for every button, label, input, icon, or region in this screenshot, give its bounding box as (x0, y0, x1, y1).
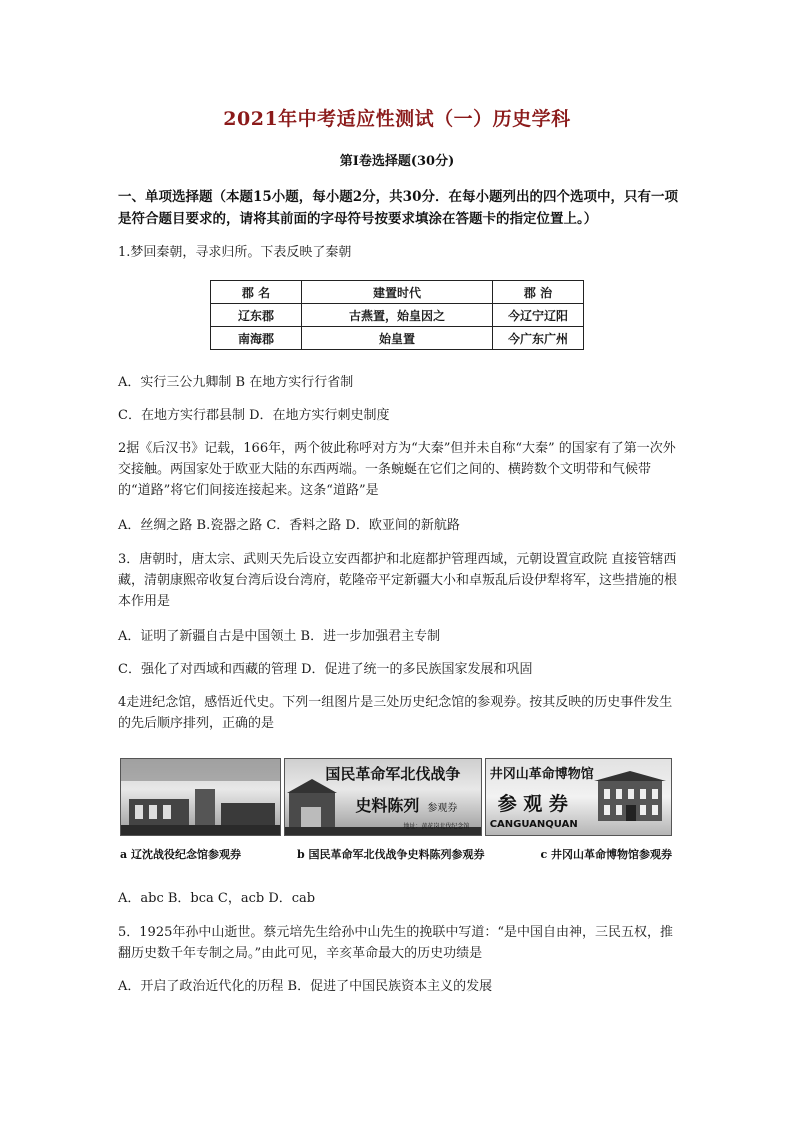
section-subtitle: 第Ⅰ卷选择题(30分) (339, 154, 455, 169)
ticket-a-caption: a 辽沈战役纪念馆参观券 (120, 848, 241, 861)
table-cell: 今广东广州 (493, 327, 584, 350)
exam-title: 2021年中考适应性测试（一）历史学科 (223, 108, 571, 130)
question-1-stem: 1.梦回秦朝，寻求归所。下表反映了秦朝 (118, 245, 352, 260)
ticket-captions (120, 846, 672, 862)
question-2-stem: 2据《后汉书》记载，166年，两个彼此称呼对方为“大秦”但并未自称“大秦” 的国家有了第一次外交接触。两国家处于欧亚大陆的东西两端。一条蜿蜒在它们之间的、横跨数个文明带和气候带的“道路”将它们间接连接起来。这条“道路”是 (118, 441, 676, 498)
question-5-stem: 5．1925年孙中山逝世。蔡元培先生给孙中山先生的挽联中写道：“是中国自由神，三民五权，推翻历史数千年专制之局。”由此可见，辛亥革命最大的历史功绩是 (118, 925, 674, 961)
ticket-a-image (120, 758, 281, 836)
question-3-options-ab: A．证明了新疆自古是中国领土 B．进一步加强君主专制 (118, 629, 441, 644)
section-instructions: 一、单项选择题（本题15小题，每小题2分，共30分．在每小题列出的四个选项中，只有一项是符合题目要求的，请将其前面的字母符号按要求填涂在答题卡的指定位置上。） (118, 189, 678, 227)
question-1-options-cd: C．在地方实行郡县制 D．在地方实行刺史制度 (118, 408, 390, 423)
question-3-options-cd: C．强化了对西域和西藏的管理 D．促进了统一的多民族国家发展和巩固 (118, 662, 533, 677)
table-cell: 辽东郡 (211, 304, 302, 327)
table-cell: 今辽宁辽阳 (493, 304, 584, 327)
ticket-b-tag: 参观券 (427, 803, 458, 814)
question-1-table (210, 280, 584, 350)
question-2-options: A．丝绸之路 B.瓷器之路 C．香料之路 D．欧亚间的新航路 (118, 518, 460, 533)
ticket-images (120, 758, 672, 834)
ticket-c-caption: c 井冈山革命博物馆参观券 (540, 848, 672, 861)
question-5-options-ab: A．开启了政治近代化的历程 B．促进了中国民族资本主义的发展 (118, 979, 493, 994)
ticket-b-small-print: 地址：黄花岗北伐纪念馆 (403, 823, 470, 830)
table-cell: 古燕置，始皇因之 (302, 304, 493, 327)
table-header-cell: 建置时代 (302, 281, 493, 304)
table-cell: 始皇置 (302, 327, 493, 350)
ticket-b-caption: b 国民革命军北伐战争史料陈列参观券 (296, 848, 485, 861)
ticket-c-image (485, 758, 672, 836)
ticket-b-subtitle: 史料陈列 (355, 796, 420, 815)
ticket-b-image (284, 758, 481, 836)
table-cell: 南海郡 (211, 327, 302, 350)
ticket-c-subtitle: 参 观 券 (497, 793, 568, 815)
ticket-c-pinyin: CANGUANQUAN (489, 819, 578, 830)
question-3-stem: 3．唐朝时，唐太宗、武则天先后设立安西都护和北庭都护管理西域，元朝设置宣政院 直接管辖西藏，清朝康熙帝收复台湾后设台湾府，乾隆帝平定新疆大小和卓叛乱后设伊犁将军，这些措施的根本作用是 (118, 552, 678, 609)
question-4-options: A．abc B．bca C，acb D．cab (118, 891, 316, 906)
memorial-building-icon (121, 759, 281, 835)
table-row (211, 327, 584, 350)
table-row (211, 304, 584, 327)
ticket-b-title: 国民革命军北伐战争 (325, 765, 461, 783)
table-header-cell: 郡 治 (493, 281, 584, 304)
table-header-row (211, 281, 584, 304)
question-4-stem: 4走进纪念馆，感悟近代史。下列一组图片是三处历史纪念馆的参观券。按其反映的历史事件发生的先后顺序排列，正确的是 (118, 695, 673, 731)
ticket-c-title: 井冈山革命博物馆 (489, 767, 594, 782)
question-1-options-ab: A．实行三公九卿制 B 在地方实行行省制 (118, 375, 354, 390)
table-header-cell: 郡 名 (211, 281, 302, 304)
